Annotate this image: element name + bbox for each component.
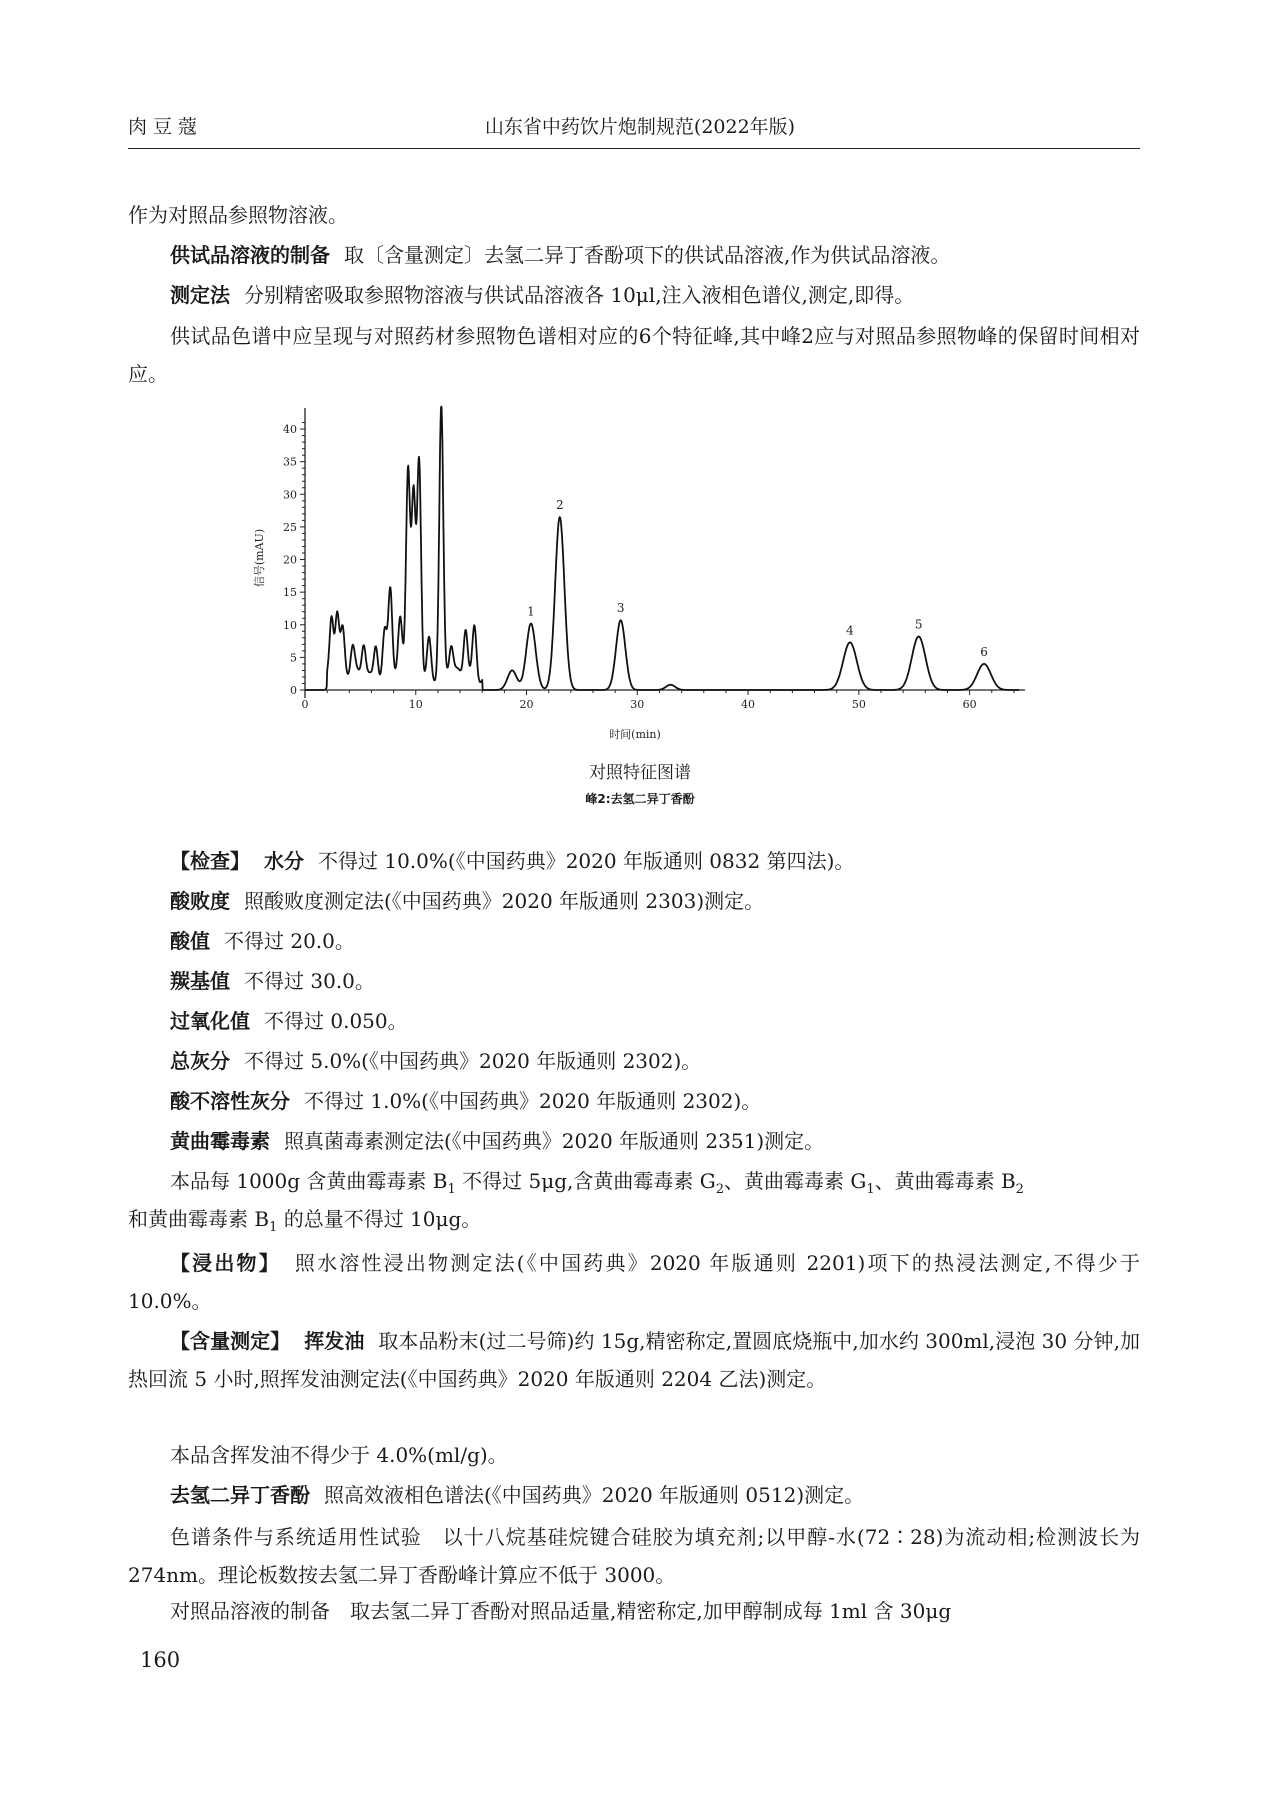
- chart-caption-note: 峰2:去氢二异丁香酚: [585, 792, 695, 806]
- assay-deh: [170, 1480, 1140, 1510]
- chromatography-conditions: 色谱条件与系统适用性试验 以十八烷基硅烷键合硅胶为填充剂;以甲醇-水(72∶28)为流动相;检测波长为 274nm。理论板数按去氢二异丁香酚峰计算应不低于 3000。: [128, 1525, 1140, 1587]
- acid-text: 不得过 20.0。: [224, 929, 355, 953]
- peak-label: 4: [846, 623, 854, 638]
- rancid-text: 照酸败度测定法(《中国药典》2020 年版通则 2303)测定。: [244, 889, 765, 913]
- x-tick-label: 60: [962, 698, 977, 711]
- method-label: 测定法: [170, 283, 230, 307]
- water-text: 不得过 10.0%(《中国药典》2020 年版通则 0832 第四法)。: [318, 849, 855, 873]
- x-tick-label: 0: [301, 698, 309, 711]
- oil-text: 取本品粉末(过二号筛)约 15g,精密称定,置圆底烧瓶中,加水约 300ml,浸泡 30 分钟,加热回流 5 小时,照挥发油测定法(《中国药典》2020 年版通则 2204 乙法)测定。: [128, 1329, 1140, 1391]
- peak-label: 3: [616, 601, 625, 616]
- aflatoxin-text: 照真菌毒素测定法(《中国药典》2020 年版通则 2351)测定。: [284, 1129, 825, 1153]
- peroxide-label: 过氧化值: [170, 1009, 250, 1033]
- inspection-ash: [170, 1046, 1140, 1076]
- inspection-aflatoxin: [170, 1126, 1140, 1156]
- header-rule: [128, 148, 1140, 149]
- page-number: 160: [140, 1648, 181, 1672]
- peak-label: 5: [914, 617, 923, 632]
- running-header-title: 肉豆蔻: [128, 116, 204, 138]
- acid-ash-text: 不得过 1.0%(《中国药典》2020 年版通则 2302)。: [304, 1089, 762, 1113]
- x-axis-label: 时间(min): [609, 728, 661, 741]
- carbonyl-label: 羰基值: [170, 969, 230, 993]
- aflatoxin-limit-part: 、黄曲霉毒素 B: [874, 1169, 1016, 1193]
- y-tick-label: 0: [290, 684, 297, 697]
- y-tick-label: 5: [290, 651, 297, 665]
- deh-text: 照高效液相色谱法(《中国药典》2020 年版通则 0512)测定。: [324, 1483, 865, 1507]
- paragraph-result: 供试品色谱中应呈现与对照药材参照物色谱相对应的6个特征峰,其中峰2应与对照品参照物峰的保留时间相对应。: [128, 324, 1140, 386]
- peak-label: 6: [980, 644, 988, 659]
- method-text: 分别精密吸取参照物溶液与供试品溶液各 10μl,注入液相色谱仪,测定,即得。: [244, 283, 915, 307]
- subscript: 2: [715, 1182, 724, 1197]
- y-tick-label: 30: [283, 488, 297, 502]
- y-tick-label: 10: [283, 618, 297, 632]
- acid-ash-label: 酸不溶性灰分: [170, 1089, 290, 1113]
- x-tick-label: 20: [519, 698, 534, 711]
- extract-paragraph: [128, 1244, 1140, 1320]
- x-tick-label: 40: [741, 698, 756, 711]
- y-tick-label: 15: [283, 586, 297, 600]
- inspection-carbonyl: [170, 966, 1140, 996]
- chart-caption-title: 对照特征图谱: [589, 763, 691, 783]
- peroxide-text: 不得过 0.050。: [264, 1009, 408, 1033]
- oil-limit: 本品含挥发油不得少于 4.0%(ml/g)。: [170, 1443, 508, 1467]
- paragraph-line1: 作为对照品参照物溶液。: [128, 203, 348, 227]
- y-tick-label: 20: [283, 553, 297, 567]
- chromatogram-svg: [245, 408, 1045, 748]
- extract-text: 照水溶性浸出物测定法(《中国药典》2020 年版通则 2201)项下的热浸法测定,不得少于 10.0%。: [128, 1251, 1140, 1313]
- aflatoxin-limit-part: 和黄曲霉毒素 B: [128, 1207, 270, 1231]
- carbonyl-text: 不得过 30.0。: [244, 969, 375, 993]
- y-axis-label: 信号(mAU): [253, 528, 266, 588]
- rancid-label: 酸败度: [170, 889, 230, 913]
- sample-prep-label: 供试品溶液的制备: [170, 243, 330, 267]
- y-tick-label: 35: [283, 455, 297, 469]
- subscript: 1: [269, 1220, 278, 1235]
- inspection-rancid: [170, 886, 1140, 916]
- x-tick-label: 30: [630, 698, 645, 711]
- assay-tag: 【含量测定】: [170, 1329, 291, 1353]
- running-header-book: 山东省中药饮片炮制规范(2022年版): [484, 116, 796, 138]
- subscript: 1: [866, 1182, 875, 1197]
- inspection-water: [170, 846, 1140, 876]
- inspection-acid-ash: [170, 1086, 1140, 1116]
- chromatogram-trace: [305, 407, 1019, 690]
- aflatoxin-limit-line1: [170, 1166, 1140, 1205]
- x-tick-label: 10: [408, 698, 423, 711]
- water-label: 水分: [264, 849, 304, 873]
- inspection-tag: 【检查】: [170, 849, 250, 873]
- aflatoxin-limit-part: 、黄曲霉毒素 G: [723, 1169, 867, 1193]
- deh-label: 去氢二异丁香酚: [170, 1483, 310, 1507]
- subscript: 2: [1015, 1182, 1024, 1197]
- subscript: 1: [447, 1182, 456, 1197]
- ash-text: 不得过 5.0%(《中国药典》2020 年版通则 2302)。: [244, 1049, 702, 1073]
- x-tick-label: 50: [851, 698, 866, 711]
- inspection-acid: [170, 926, 1140, 956]
- aflatoxin-label: 黄曲霉毒素: [170, 1129, 270, 1153]
- paragraph-method: [170, 280, 1140, 310]
- aflatoxin-limit-part: 的总量不得过 10μg。: [277, 1207, 482, 1231]
- y-tick-label: 25: [283, 520, 297, 534]
- ash-label: 总灰分: [170, 1049, 230, 1073]
- aflatoxin-limit-part: 不得过 5μg,含黄曲霉毒素 G: [455, 1169, 716, 1193]
- paragraph-sample-prep: [170, 240, 1140, 270]
- chromatogram: [245, 408, 1045, 748]
- y-tick-label: 40: [283, 423, 297, 437]
- sample-prep-text: 取〔含量测定〕去氢二异丁香酚项下的供试品溶液,作为供试品溶液。: [344, 243, 951, 267]
- extract-tag: 【浸出物】: [170, 1251, 281, 1275]
- oil-label: 挥发油: [304, 1329, 365, 1353]
- acid-label: 酸值: [170, 929, 210, 953]
- aflatoxin-limit-part: 本品每 1000g 含黄曲霉毒素 B: [170, 1169, 448, 1193]
- aflatoxin-limit-line2: [128, 1204, 1140, 1243]
- inspection-peroxide: [170, 1006, 1140, 1036]
- reference-solution-prep: 对照品溶液的制备 取去氢二异丁香酚对照品适量,精密称定,加甲醇制成每 1ml 含 30μg: [170, 1599, 952, 1623]
- assay-oil-paragraph: [128, 1322, 1140, 1398]
- peak-label: 1: [527, 604, 535, 619]
- peak-label: 2: [555, 498, 564, 513]
